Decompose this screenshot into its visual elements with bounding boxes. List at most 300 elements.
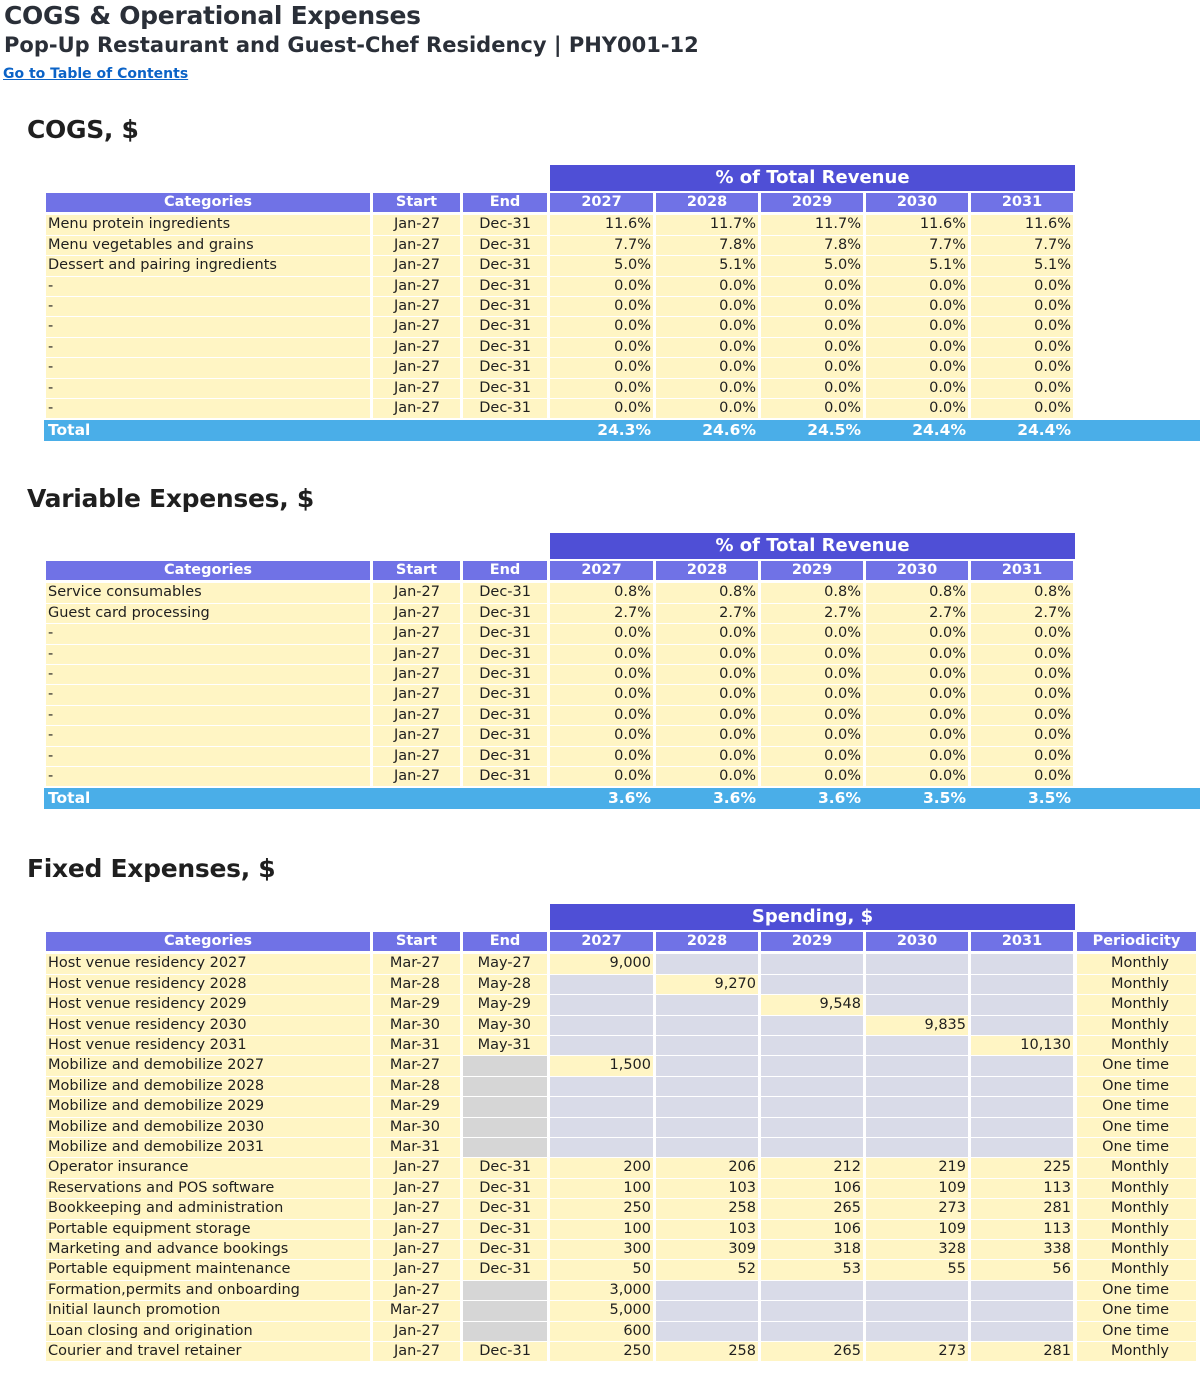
end-cell[interactable]: May-27 xyxy=(463,954,547,973)
value-cell[interactable]: 11.7% xyxy=(656,215,758,234)
value-cell[interactable] xyxy=(550,1036,653,1055)
category-cell[interactable]: Menu vegetables and grains xyxy=(46,236,370,255)
category-cell[interactable]: - xyxy=(46,358,370,377)
periodicity-cell[interactable]: One time xyxy=(1077,1118,1196,1137)
end-cell[interactable]: Dec-31 xyxy=(463,747,547,766)
value-cell[interactable]: 318 xyxy=(761,1240,863,1259)
end-cell[interactable]: Dec-31 xyxy=(463,767,547,786)
value-cell[interactable] xyxy=(550,975,653,994)
value-cell[interactable]: 0.0% xyxy=(656,297,758,316)
category-cell[interactable]: Menu protein ingredients xyxy=(46,215,370,234)
start-cell[interactable]: Mar-31 xyxy=(373,1036,460,1055)
value-cell[interactable]: 0.0% xyxy=(550,645,653,664)
end-cell[interactable]: Dec-31 xyxy=(463,338,547,357)
value-cell[interactable]: 0.0% xyxy=(866,379,968,398)
value-cell[interactable]: 281 xyxy=(971,1342,1073,1361)
value-cell[interactable] xyxy=(761,975,863,994)
end-cell[interactable] xyxy=(463,1097,547,1116)
value-cell[interactable]: 0.0% xyxy=(866,747,968,766)
periodicity-cell[interactable]: Monthly xyxy=(1077,1260,1196,1279)
category-cell[interactable]: Portable equipment storage xyxy=(46,1220,370,1239)
end-cell[interactable]: Dec-31 xyxy=(463,583,547,602)
value-cell[interactable] xyxy=(971,975,1073,994)
start-cell[interactable]: Jan-27 xyxy=(373,583,460,602)
value-cell[interactable] xyxy=(656,1097,758,1116)
periodicity-cell[interactable]: One time xyxy=(1077,1281,1196,1300)
value-cell[interactable] xyxy=(866,1301,968,1320)
value-cell[interactable] xyxy=(971,1138,1073,1157)
end-cell[interactable]: Dec-31 xyxy=(463,1199,547,1218)
category-cell[interactable]: Courier and travel retainer xyxy=(46,1342,370,1361)
value-cell[interactable]: 0.0% xyxy=(656,358,758,377)
value-cell[interactable]: 11.6% xyxy=(550,215,653,234)
end-cell[interactable]: Dec-31 xyxy=(463,1342,547,1361)
start-cell[interactable]: Jan-27 xyxy=(373,317,460,336)
end-cell[interactable]: Dec-31 xyxy=(463,645,547,664)
value-cell[interactable] xyxy=(866,954,968,973)
value-cell[interactable]: 338 xyxy=(971,1240,1073,1259)
category-cell[interactable]: - xyxy=(46,747,370,766)
periodicity-cell[interactable]: Monthly xyxy=(1077,1220,1196,1239)
value-cell[interactable]: 7.8% xyxy=(656,236,758,255)
value-cell[interactable]: 212 xyxy=(761,1158,863,1177)
start-cell[interactable]: Jan-27 xyxy=(373,1179,460,1198)
value-cell[interactable]: 9,835 xyxy=(866,1016,968,1035)
value-cell[interactable]: 11.7% xyxy=(761,215,863,234)
value-cell[interactable] xyxy=(866,1097,968,1116)
category-cell[interactable]: Marketing and advance bookings xyxy=(46,1240,370,1259)
end-cell[interactable]: Dec-31 xyxy=(463,1260,547,1279)
start-cell[interactable]: Jan-27 xyxy=(373,215,460,234)
end-cell[interactable]: Dec-31 xyxy=(463,1240,547,1259)
category-cell[interactable]: - xyxy=(46,399,370,418)
value-cell[interactable] xyxy=(971,1077,1073,1096)
value-cell[interactable] xyxy=(550,1016,653,1035)
end-cell[interactable]: May-31 xyxy=(463,1036,547,1055)
category-cell[interactable]: Loan closing and origination xyxy=(46,1322,370,1341)
value-cell[interactable]: 225 xyxy=(971,1158,1073,1177)
value-cell[interactable]: 0.0% xyxy=(761,338,863,357)
start-cell[interactable]: Mar-27 xyxy=(373,1056,460,1075)
value-cell[interactable]: 106 xyxy=(761,1179,863,1198)
value-cell[interactable] xyxy=(761,1016,863,1035)
end-cell[interactable]: Dec-31 xyxy=(463,399,547,418)
value-cell[interactable]: 2.7% xyxy=(761,604,863,623)
value-cell[interactable]: 10,130 xyxy=(971,1036,1073,1055)
end-cell[interactable] xyxy=(463,1077,547,1096)
periodicity-cell[interactable]: Monthly xyxy=(1077,954,1196,973)
value-cell[interactable]: 0.0% xyxy=(971,685,1073,704)
value-cell[interactable]: 0.0% xyxy=(971,379,1073,398)
toc-link[interactable]: Go to Table of Contents xyxy=(3,66,189,82)
category-cell[interactable]: Operator insurance xyxy=(46,1158,370,1177)
category-cell[interactable]: - xyxy=(46,297,370,316)
category-cell[interactable]: - xyxy=(46,379,370,398)
category-cell[interactable]: - xyxy=(46,726,370,745)
value-cell[interactable]: 0.0% xyxy=(761,624,863,643)
start-cell[interactable]: Mar-27 xyxy=(373,1301,460,1320)
start-cell[interactable]: Jan-27 xyxy=(373,706,460,725)
end-cell[interactable]: Dec-31 xyxy=(463,1179,547,1198)
start-cell[interactable]: Jan-27 xyxy=(373,767,460,786)
end-cell[interactable]: Dec-31 xyxy=(463,379,547,398)
value-cell[interactable]: 0.0% xyxy=(550,665,653,684)
value-cell[interactable]: 281 xyxy=(971,1199,1073,1218)
start-cell[interactable]: Jan-27 xyxy=(373,726,460,745)
value-cell[interactable]: 0.0% xyxy=(866,399,968,418)
end-cell[interactable]: May-28 xyxy=(463,975,547,994)
periodicity-cell[interactable]: Monthly xyxy=(1077,995,1196,1014)
value-cell[interactable]: 0.0% xyxy=(550,317,653,336)
category-cell[interactable]: Mobilize and demobilize 2029 xyxy=(46,1097,370,1116)
value-cell[interactable] xyxy=(656,1118,758,1137)
value-cell[interactable]: 265 xyxy=(761,1342,863,1361)
value-cell[interactable]: 0.0% xyxy=(656,747,758,766)
value-cell[interactable] xyxy=(866,1036,968,1055)
end-cell[interactable]: Dec-31 xyxy=(463,358,547,377)
start-cell[interactable]: Mar-27 xyxy=(373,954,460,973)
value-cell[interactable]: 113 xyxy=(971,1179,1073,1198)
end-cell[interactable]: May-30 xyxy=(463,1016,547,1035)
value-cell[interactable]: 5.0% xyxy=(761,256,863,275)
value-cell[interactable]: 0.0% xyxy=(656,685,758,704)
value-cell[interactable]: 106 xyxy=(761,1220,863,1239)
value-cell[interactable]: 0.0% xyxy=(656,624,758,643)
end-cell[interactable]: Dec-31 xyxy=(463,685,547,704)
value-cell[interactable]: 600 xyxy=(550,1322,653,1341)
start-cell[interactable]: Jan-27 xyxy=(373,747,460,766)
end-cell[interactable]: Dec-31 xyxy=(463,706,547,725)
value-cell[interactable] xyxy=(550,1097,653,1116)
value-cell[interactable]: 0.8% xyxy=(761,583,863,602)
periodicity-cell[interactable]: Monthly xyxy=(1077,1199,1196,1218)
value-cell[interactable]: 0.0% xyxy=(656,767,758,786)
category-cell[interactable]: Bookkeeping and administration xyxy=(46,1199,370,1218)
value-cell[interactable]: 0.0% xyxy=(866,297,968,316)
start-cell[interactable]: Jan-27 xyxy=(373,665,460,684)
value-cell[interactable]: 0.8% xyxy=(550,583,653,602)
end-cell[interactable]: Dec-31 xyxy=(463,297,547,316)
start-cell[interactable]: Jan-27 xyxy=(373,604,460,623)
end-cell[interactable] xyxy=(463,1138,547,1157)
start-cell[interactable]: Jan-27 xyxy=(373,1260,460,1279)
value-cell[interactable]: 0.0% xyxy=(550,358,653,377)
category-cell[interactable]: Mobilize and demobilize 2027 xyxy=(46,1056,370,1075)
value-cell[interactable]: 100 xyxy=(550,1179,653,1198)
periodicity-cell[interactable]: Monthly xyxy=(1077,1158,1196,1177)
value-cell[interactable]: 55 xyxy=(866,1260,968,1279)
value-cell[interactable]: 0.0% xyxy=(761,747,863,766)
start-cell[interactable]: Jan-27 xyxy=(373,256,460,275)
value-cell[interactable] xyxy=(866,1138,968,1157)
start-cell[interactable]: Jan-27 xyxy=(373,1322,460,1341)
value-cell[interactable]: 0.0% xyxy=(550,747,653,766)
value-cell[interactable]: 11.6% xyxy=(866,215,968,234)
category-cell[interactable]: - xyxy=(46,645,370,664)
value-cell[interactable]: 273 xyxy=(866,1199,968,1218)
value-cell[interactable]: 56 xyxy=(971,1260,1073,1279)
value-cell[interactable]: 0.0% xyxy=(656,706,758,725)
value-cell[interactable]: 200 xyxy=(550,1158,653,1177)
value-cell[interactable]: 50 xyxy=(550,1260,653,1279)
value-cell[interactable]: 0.0% xyxy=(971,645,1073,664)
value-cell[interactable] xyxy=(761,1118,863,1137)
value-cell[interactable]: 0.0% xyxy=(761,297,863,316)
value-cell[interactable] xyxy=(971,954,1073,973)
end-cell[interactable] xyxy=(463,1056,547,1075)
periodicity-cell[interactable]: One time xyxy=(1077,1301,1196,1320)
value-cell[interactable] xyxy=(971,1322,1073,1341)
value-cell[interactable] xyxy=(866,995,968,1014)
value-cell[interactable]: 100 xyxy=(550,1220,653,1239)
value-cell[interactable] xyxy=(656,1036,758,1055)
value-cell[interactable]: 250 xyxy=(550,1342,653,1361)
category-cell[interactable]: - xyxy=(46,317,370,336)
category-cell[interactable]: Mobilize and demobilize 2028 xyxy=(46,1077,370,1096)
value-cell[interactable] xyxy=(971,1118,1073,1137)
category-cell[interactable]: - xyxy=(46,767,370,786)
end-cell[interactable]: Dec-31 xyxy=(463,604,547,623)
value-cell[interactable] xyxy=(656,1016,758,1035)
value-cell[interactable]: 0.0% xyxy=(971,338,1073,357)
value-cell[interactable]: 0.0% xyxy=(866,767,968,786)
value-cell[interactable]: 2.7% xyxy=(971,604,1073,623)
category-cell[interactable]: Mobilize and demobilize 2031 xyxy=(46,1138,370,1157)
value-cell[interactable]: 5.1% xyxy=(971,256,1073,275)
value-cell[interactable]: 0.0% xyxy=(866,665,968,684)
periodicity-cell[interactable]: One time xyxy=(1077,1077,1196,1096)
value-cell[interactable]: 52 xyxy=(656,1260,758,1279)
value-cell[interactable]: 0.0% xyxy=(971,297,1073,316)
value-cell[interactable]: 2.7% xyxy=(656,604,758,623)
category-cell[interactable]: Portable equipment maintenance xyxy=(46,1260,370,1279)
value-cell[interactable] xyxy=(761,1322,863,1341)
value-cell[interactable]: 258 xyxy=(656,1199,758,1218)
value-cell[interactable] xyxy=(971,1056,1073,1075)
value-cell[interactable]: 0.0% xyxy=(971,747,1073,766)
category-cell[interactable]: Initial launch promotion xyxy=(46,1301,370,1320)
value-cell[interactable] xyxy=(550,1118,653,1137)
value-cell[interactable]: 0.0% xyxy=(866,358,968,377)
value-cell[interactable] xyxy=(971,1097,1073,1116)
value-cell[interactable] xyxy=(761,1056,863,1075)
value-cell[interactable]: 0.0% xyxy=(866,317,968,336)
value-cell[interactable]: 0.0% xyxy=(761,665,863,684)
start-cell[interactable]: Jan-27 xyxy=(373,1199,460,1218)
value-cell[interactable]: 0.0% xyxy=(656,277,758,296)
value-cell[interactable]: 0.0% xyxy=(761,317,863,336)
end-cell[interactable]: May-29 xyxy=(463,995,547,1014)
value-cell[interactable]: 0.0% xyxy=(866,277,968,296)
value-cell[interactable]: 0.0% xyxy=(550,297,653,316)
value-cell[interactable]: 11.6% xyxy=(971,215,1073,234)
start-cell[interactable]: Mar-30 xyxy=(373,1118,460,1137)
value-cell[interactable] xyxy=(971,1301,1073,1320)
value-cell[interactable] xyxy=(656,1322,758,1341)
value-cell[interactable]: 258 xyxy=(656,1342,758,1361)
start-cell[interactable]: Jan-27 xyxy=(373,379,460,398)
periodicity-cell[interactable]: Monthly xyxy=(1077,1240,1196,1259)
value-cell[interactable] xyxy=(761,1097,863,1116)
value-cell[interactable]: 0.0% xyxy=(550,726,653,745)
value-cell[interactable]: 7.7% xyxy=(866,236,968,255)
value-cell[interactable]: 0.0% xyxy=(971,665,1073,684)
category-cell[interactable]: Formation,permits and onboarding xyxy=(46,1281,370,1300)
value-cell[interactable] xyxy=(550,1138,653,1157)
start-cell[interactable]: Mar-29 xyxy=(373,1097,460,1116)
category-cell[interactable]: Host venue residency 2031 xyxy=(46,1036,370,1055)
value-cell[interactable]: 0.0% xyxy=(971,624,1073,643)
value-cell[interactable]: 0.0% xyxy=(761,645,863,664)
value-cell[interactable] xyxy=(866,1118,968,1137)
value-cell[interactable]: 0.0% xyxy=(971,317,1073,336)
value-cell[interactable]: 0.0% xyxy=(550,685,653,704)
value-cell[interactable] xyxy=(656,1056,758,1075)
value-cell[interactable] xyxy=(656,954,758,973)
value-cell[interactable]: 0.0% xyxy=(761,726,863,745)
start-cell[interactable]: Mar-28 xyxy=(373,975,460,994)
end-cell[interactable] xyxy=(463,1118,547,1137)
value-cell[interactable] xyxy=(866,975,968,994)
value-cell[interactable]: 0.0% xyxy=(761,379,863,398)
value-cell[interactable]: 0.0% xyxy=(656,379,758,398)
periodicity-cell[interactable]: One time xyxy=(1077,1322,1196,1341)
value-cell[interactable]: 9,270 xyxy=(656,975,758,994)
value-cell[interactable]: 5.0% xyxy=(550,256,653,275)
end-cell[interactable]: Dec-31 xyxy=(463,236,547,255)
value-cell[interactable] xyxy=(761,1281,863,1300)
start-cell[interactable]: Jan-27 xyxy=(373,1158,460,1177)
value-cell[interactable]: 0.0% xyxy=(550,277,653,296)
start-cell[interactable]: Jan-27 xyxy=(373,1240,460,1259)
periodicity-cell[interactable]: Monthly xyxy=(1077,1016,1196,1035)
value-cell[interactable]: 250 xyxy=(550,1199,653,1218)
value-cell[interactable] xyxy=(550,995,653,1014)
value-cell[interactable]: 5.1% xyxy=(866,256,968,275)
value-cell[interactable] xyxy=(656,995,758,1014)
category-cell[interactable]: Host venue residency 2028 xyxy=(46,975,370,994)
periodicity-cell[interactable]: One time xyxy=(1077,1097,1196,1116)
value-cell[interactable]: 113 xyxy=(971,1220,1073,1239)
end-cell[interactable]: Dec-31 xyxy=(463,624,547,643)
category-cell[interactable]: Reservations and POS software xyxy=(46,1179,370,1198)
value-cell[interactable]: 9,548 xyxy=(761,995,863,1014)
value-cell[interactable]: 109 xyxy=(866,1220,968,1239)
value-cell[interactable]: 0.0% xyxy=(971,399,1073,418)
periodicity-cell[interactable]: One time xyxy=(1077,1138,1196,1157)
end-cell[interactable]: Dec-31 xyxy=(463,256,547,275)
end-cell[interactable]: Dec-31 xyxy=(463,215,547,234)
value-cell[interactable] xyxy=(656,1281,758,1300)
value-cell[interactable] xyxy=(656,1138,758,1157)
value-cell[interactable]: 0.0% xyxy=(866,685,968,704)
periodicity-cell[interactable]: Monthly xyxy=(1077,1342,1196,1361)
value-cell[interactable]: 5.1% xyxy=(656,256,758,275)
start-cell[interactable]: Jan-27 xyxy=(373,358,460,377)
value-cell[interactable]: 0.0% xyxy=(550,624,653,643)
value-cell[interactable] xyxy=(761,1036,863,1055)
value-cell[interactable]: 0.8% xyxy=(971,583,1073,602)
value-cell[interactable]: 7.7% xyxy=(550,236,653,255)
value-cell[interactable]: 219 xyxy=(866,1158,968,1177)
start-cell[interactable]: Mar-28 xyxy=(373,1077,460,1096)
category-cell[interactable]: - xyxy=(46,277,370,296)
category-cell[interactable]: Dessert and pairing ingredients xyxy=(46,256,370,275)
value-cell[interactable]: 9,000 xyxy=(550,954,653,973)
value-cell[interactable]: 103 xyxy=(656,1220,758,1239)
value-cell[interactable]: 0.0% xyxy=(550,379,653,398)
value-cell[interactable]: 0.0% xyxy=(971,726,1073,745)
value-cell[interactable]: 0.0% xyxy=(971,358,1073,377)
start-cell[interactable]: Jan-27 xyxy=(373,297,460,316)
value-cell[interactable] xyxy=(656,1077,758,1096)
end-cell[interactable]: Dec-31 xyxy=(463,317,547,336)
start-cell[interactable]: Jan-27 xyxy=(373,685,460,704)
start-cell[interactable]: Jan-27 xyxy=(373,1220,460,1239)
value-cell[interactable]: 0.0% xyxy=(866,645,968,664)
periodicity-cell[interactable]: One time xyxy=(1077,1056,1196,1075)
start-cell[interactable]: Jan-27 xyxy=(373,624,460,643)
value-cell[interactable]: 7.8% xyxy=(761,236,863,255)
value-cell[interactable]: 309 xyxy=(656,1240,758,1259)
end-cell[interactable] xyxy=(463,1281,547,1300)
value-cell[interactable]: 0.0% xyxy=(971,706,1073,725)
category-cell[interactable]: Service consumables xyxy=(46,583,370,602)
value-cell[interactable] xyxy=(761,954,863,973)
value-cell[interactable]: 0.0% xyxy=(866,706,968,725)
category-cell[interactable]: - xyxy=(46,338,370,357)
periodicity-cell[interactable]: Monthly xyxy=(1077,1036,1196,1055)
value-cell[interactable]: 0.0% xyxy=(761,685,863,704)
value-cell[interactable] xyxy=(761,1077,863,1096)
category-cell[interactable]: Host venue residency 2029 xyxy=(46,995,370,1014)
value-cell[interactable]: 0.0% xyxy=(971,767,1073,786)
start-cell[interactable]: Jan-27 xyxy=(373,1281,460,1300)
end-cell[interactable] xyxy=(463,1301,547,1320)
end-cell[interactable]: Dec-31 xyxy=(463,726,547,745)
value-cell[interactable]: 0.0% xyxy=(550,338,653,357)
category-cell[interactable]: Mobilize and demobilize 2030 xyxy=(46,1118,370,1137)
value-cell[interactable] xyxy=(656,1301,758,1320)
value-cell[interactable]: 0.0% xyxy=(656,338,758,357)
category-cell[interactable]: - xyxy=(46,665,370,684)
start-cell[interactable]: Jan-27 xyxy=(373,338,460,357)
category-cell[interactable]: - xyxy=(46,685,370,704)
start-cell[interactable]: Mar-29 xyxy=(373,995,460,1014)
category-cell[interactable]: - xyxy=(46,706,370,725)
start-cell[interactable]: Jan-27 xyxy=(373,236,460,255)
value-cell[interactable]: 206 xyxy=(656,1158,758,1177)
value-cell[interactable] xyxy=(971,1281,1073,1300)
value-cell[interactable]: 328 xyxy=(866,1240,968,1259)
value-cell[interactable] xyxy=(971,1016,1073,1035)
value-cell[interactable]: 265 xyxy=(761,1199,863,1218)
value-cell[interactable]: 0.0% xyxy=(550,767,653,786)
value-cell[interactable]: 0.0% xyxy=(866,726,968,745)
value-cell[interactable]: 273 xyxy=(866,1342,968,1361)
start-cell[interactable]: Jan-27 xyxy=(373,399,460,418)
value-cell[interactable]: 0.0% xyxy=(971,277,1073,296)
end-cell[interactable]: Dec-31 xyxy=(463,277,547,296)
value-cell[interactable]: 5,000 xyxy=(550,1301,653,1320)
category-cell[interactable]: - xyxy=(46,624,370,643)
value-cell[interactable] xyxy=(550,1077,653,1096)
value-cell[interactable] xyxy=(761,1301,863,1320)
value-cell[interactable]: 0.0% xyxy=(656,665,758,684)
value-cell[interactable]: 0.0% xyxy=(866,338,968,357)
value-cell[interactable]: 0.0% xyxy=(656,645,758,664)
value-cell[interactable]: 0.0% xyxy=(550,399,653,418)
